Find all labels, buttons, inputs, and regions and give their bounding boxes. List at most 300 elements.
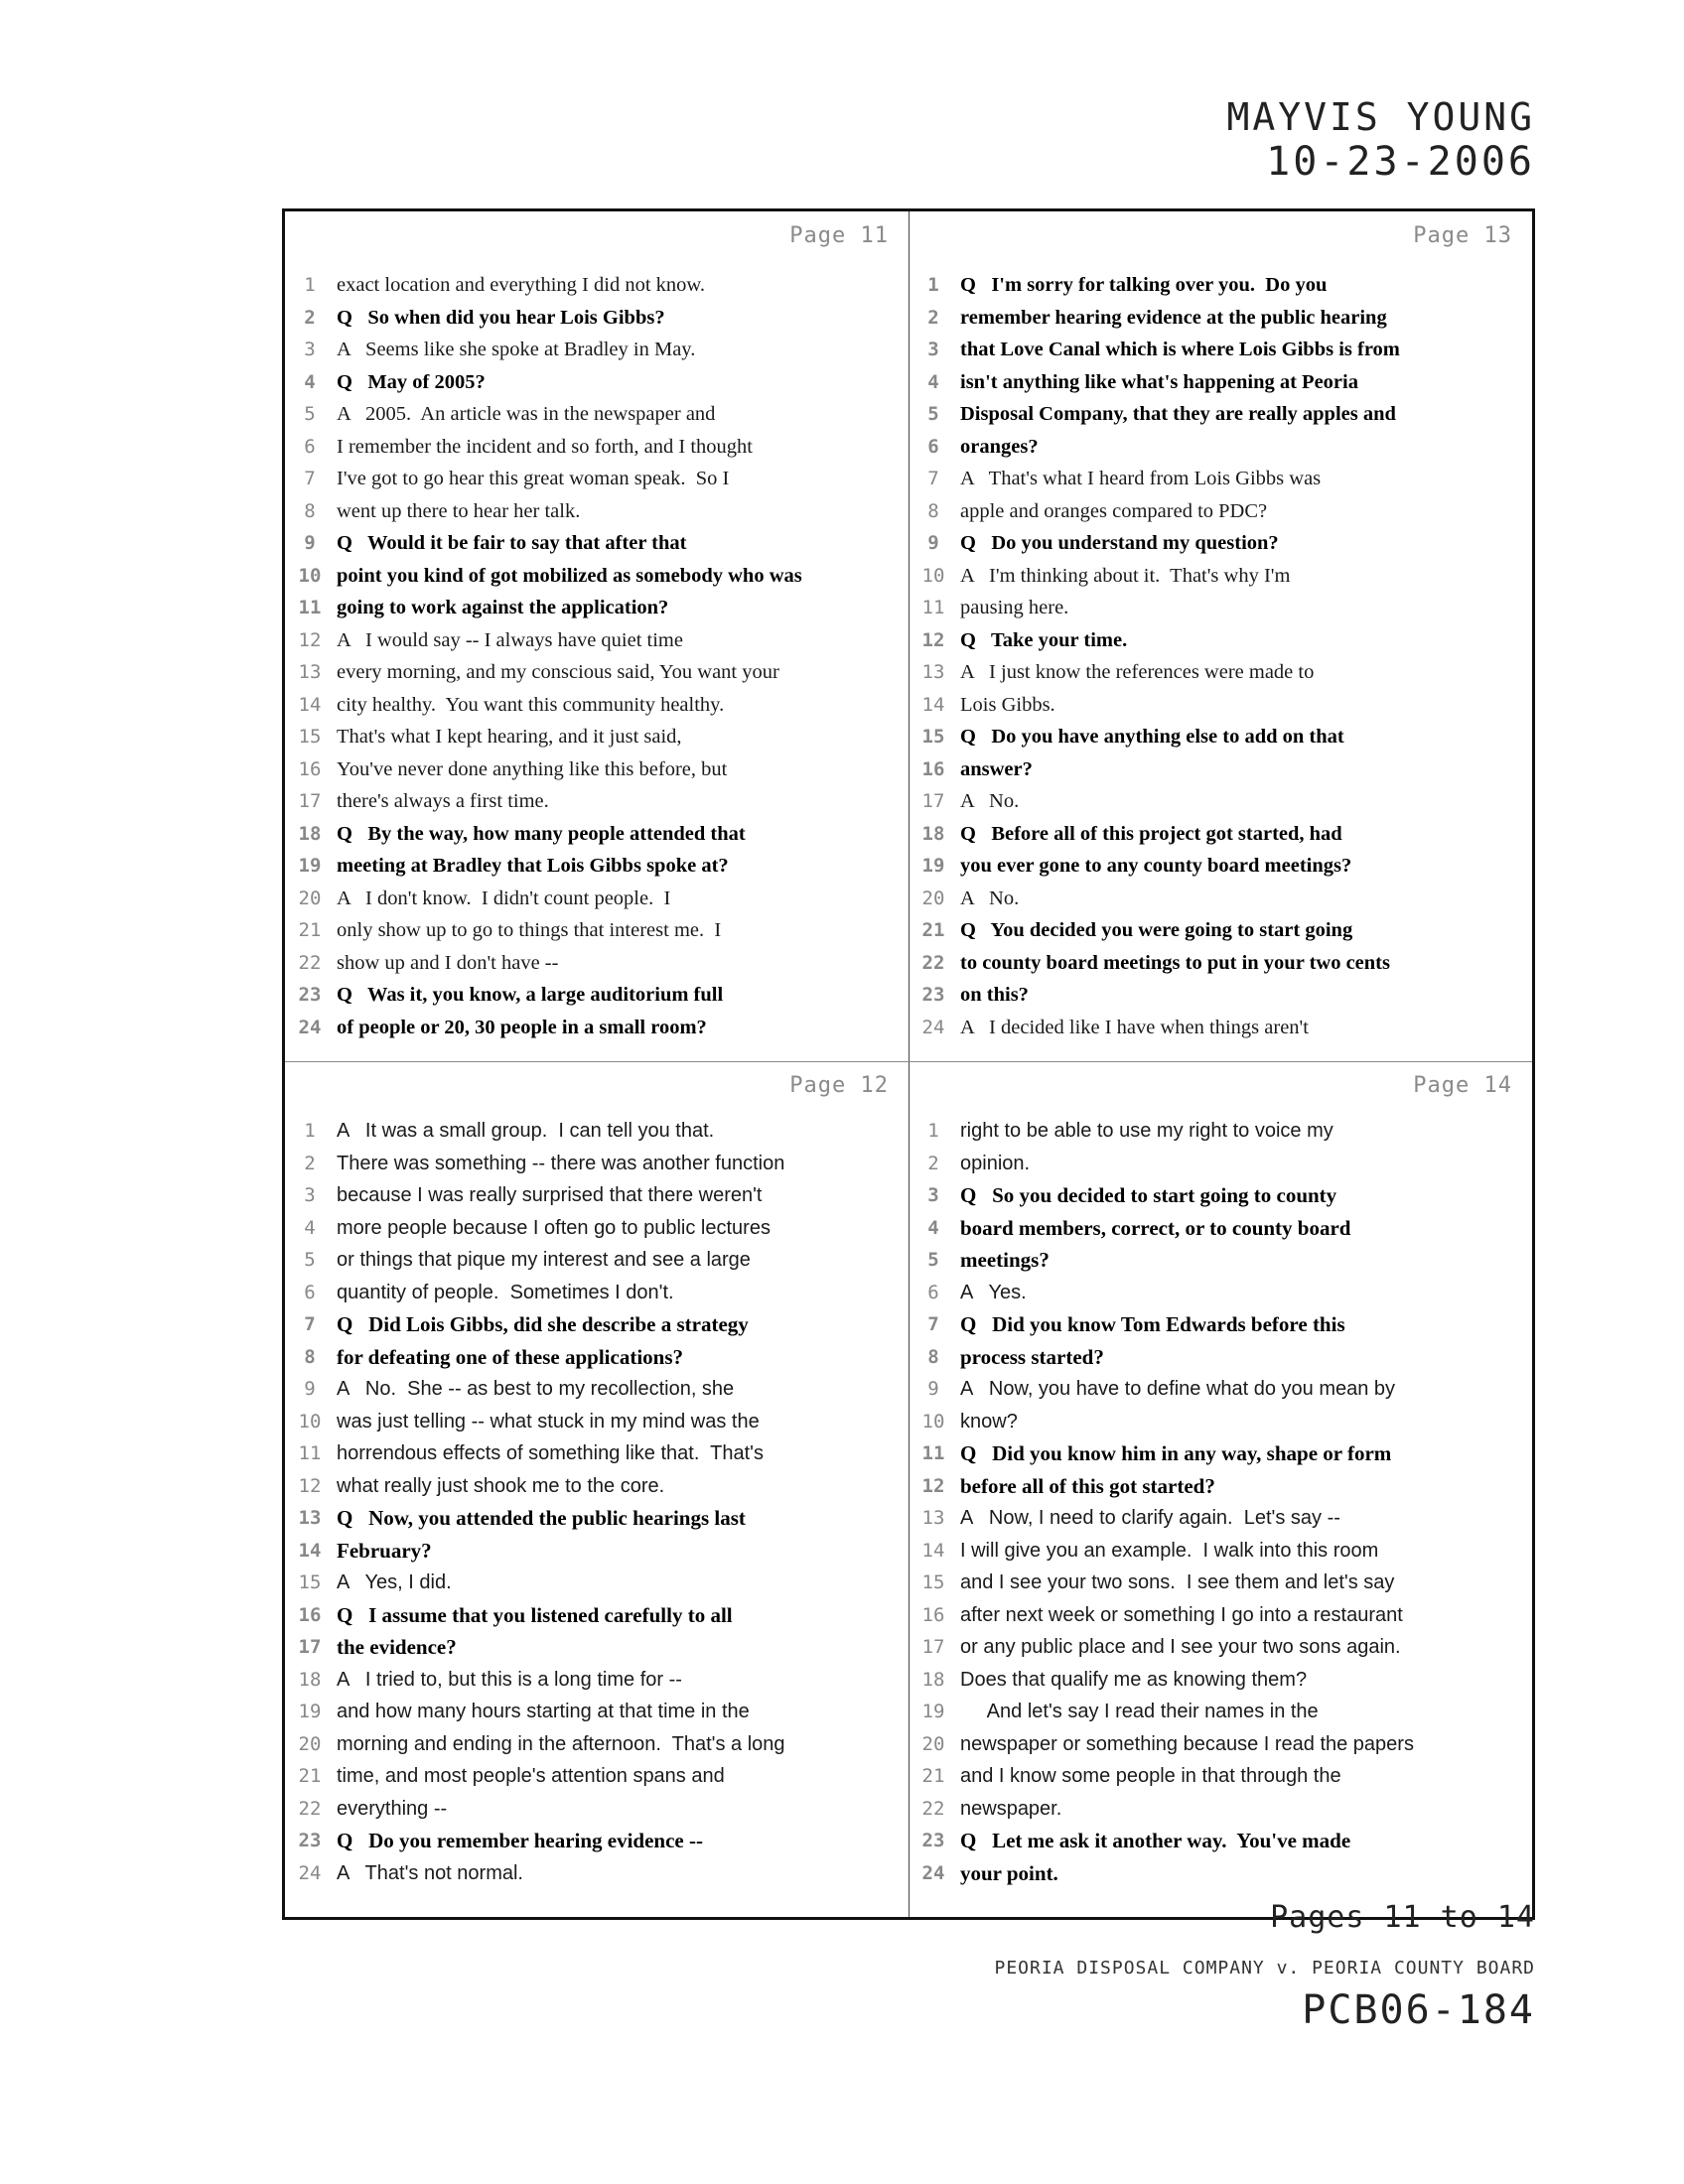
line-text: before all of this got started? — [960, 1473, 1215, 1498]
transcript-line — [912, 1631, 1528, 1664]
transcript-line — [912, 1012, 1528, 1044]
line-number: 15 — [921, 726, 945, 748]
line-text: show up and I don't have -- — [337, 951, 559, 974]
line-number: 17 — [921, 1636, 945, 1658]
line-text: Q You decided you were going to start going — [960, 919, 1353, 941]
line-text: A Yes. — [960, 1281, 1027, 1303]
line-text: February? — [337, 1538, 432, 1563]
line-text: right to be able to use my right to voice my — [960, 1120, 1333, 1142]
line-number: 2 — [304, 306, 316, 329]
line-number: 17 — [921, 790, 945, 812]
transcript-line — [912, 269, 1528, 302]
line-number: 21 — [921, 1765, 945, 1787]
line-text: meetings? — [960, 1248, 1050, 1272]
transcript-line — [289, 947, 905, 980]
line-number: 16 — [298, 757, 322, 780]
line-number: 12 — [921, 1474, 945, 1497]
transcript-line — [289, 1599, 905, 1632]
line-number: 10 — [921, 564, 945, 587]
line-text: and how many hours starting at that time in the — [337, 1701, 750, 1722]
page-13-panel — [912, 211, 1528, 1057]
line-text: I remember the incident and so forth, and I thought — [337, 435, 753, 458]
line-number: 8 — [304, 499, 316, 522]
transcript-line — [912, 1599, 1528, 1632]
line-text: morning and ending in the afternoon. That's a long — [337, 1732, 785, 1755]
line-text: or things that pique my interest and see a large — [337, 1249, 751, 1271]
transcript-line — [289, 495, 905, 528]
line-number: 24 — [298, 1861, 322, 1884]
transcript-line — [289, 592, 905, 624]
transcript-line — [912, 721, 1528, 753]
transcript-line — [289, 1793, 905, 1826]
line-number: 9 — [304, 532, 316, 554]
line-number: 10 — [298, 1410, 322, 1433]
transcript-line — [912, 1760, 1528, 1793]
line-number: 2 — [927, 1152, 939, 1174]
transcript-line — [289, 624, 905, 657]
transcript-line — [289, 883, 905, 915]
page-14-lines — [912, 1115, 1528, 1889]
transcript-line — [912, 1825, 1528, 1857]
transcript-line — [289, 656, 905, 689]
line-text: Q Let me ask it another way. You've made — [960, 1829, 1351, 1852]
transcript-line — [912, 1857, 1528, 1890]
transcript-line — [289, 1179, 905, 1212]
transcript-line — [912, 1728, 1528, 1761]
transcript-line — [289, 560, 905, 593]
page-12-lines — [289, 1115, 905, 1889]
line-text: A That's what I heard from Lois Gibbs was — [960, 468, 1322, 489]
transcript-line — [289, 1373, 905, 1406]
line-number: 3 — [927, 1184, 939, 1206]
line-text: There was something -- there was another function — [337, 1152, 785, 1174]
transcript-line — [289, 431, 905, 464]
line-text: your point. — [960, 1860, 1058, 1885]
line-number: 19 — [298, 855, 322, 877]
line-number: 1 — [927, 274, 939, 296]
line-text: I've got to go hear this great woman speak. So I — [337, 468, 730, 489]
transcript-line — [912, 1535, 1528, 1568]
line-text: you ever gone to any county board meetings? — [960, 855, 1352, 877]
transcript-line — [289, 1212, 905, 1245]
line-text: there's always a first time. — [337, 790, 549, 812]
line-number: 14 — [921, 1539, 945, 1562]
line-number: 18 — [921, 1668, 945, 1691]
line-text: Q Do you remember hearing evidence -- — [337, 1829, 703, 1852]
line-text: Q I assume that you listened carefully to all — [337, 1602, 733, 1627]
line-number: 2 — [304, 1152, 316, 1174]
transcript-line — [912, 1308, 1528, 1341]
line-text: A Yes, I did. — [337, 1571, 452, 1593]
transcript-line — [289, 1825, 905, 1857]
line-number: 19 — [298, 1701, 322, 1722]
page-12-panel — [289, 1063, 905, 1917]
line-number: 21 — [298, 919, 322, 941]
transcript-line — [289, 689, 905, 722]
line-number: 16 — [921, 757, 945, 780]
line-text: and I see your two sons. I see them and let's say — [960, 1571, 1395, 1593]
transcript-line — [289, 1857, 905, 1890]
transcript-line — [912, 527, 1528, 560]
transcript-line — [289, 1277, 905, 1309]
line-text: horrendous effects of something like that. That's — [337, 1442, 764, 1464]
transcript-line — [289, 785, 905, 818]
case-caption: PEORIA DISPOSAL COMPANY v. PEORIA COUNTY BOARD — [994, 1958, 1535, 1979]
line-text: for defeating one of these applications? — [337, 1344, 684, 1369]
transcript-line — [912, 1115, 1528, 1148]
transcript-line — [912, 1212, 1528, 1245]
line-text: A No. — [960, 887, 1020, 909]
line-text: Q So you decided to start going to county — [960, 1183, 1337, 1207]
line-number: 20 — [921, 887, 945, 909]
line-text: Q Now, you attended the public hearings last — [337, 1506, 746, 1530]
line-number: 24 — [921, 1016, 945, 1038]
line-number: 21 — [921, 919, 945, 941]
line-number: 23 — [298, 1830, 322, 1851]
line-text: A I'm thinking about it. That's why I'm — [960, 564, 1291, 587]
transcript-line — [289, 398, 905, 431]
transcript-line — [289, 302, 905, 335]
line-number: 4 — [304, 370, 316, 393]
line-text: apple and oranges compared to PDC? — [960, 499, 1268, 522]
line-text: was just telling -- what stuck in my mind was the — [337, 1410, 760, 1433]
transcript-line — [289, 1244, 905, 1277]
transcript-line — [289, 850, 905, 883]
line-text: because I was really surprised that there weren't — [337, 1184, 763, 1206]
line-number: 18 — [921, 822, 945, 845]
line-number: 10 — [298, 564, 322, 587]
transcript-line — [289, 1148, 905, 1180]
line-text: newspaper. — [960, 1797, 1062, 1820]
transcript-line — [289, 1728, 905, 1761]
transcript-line — [912, 495, 1528, 528]
line-number: 20 — [298, 1732, 322, 1755]
line-text: A It was a small group. I can tell you that. — [337, 1120, 715, 1142]
line-text: Q Do you understand my question? — [960, 532, 1279, 554]
line-text: after next week or something I go into a restaurant — [960, 1603, 1403, 1626]
line-number: 16 — [298, 1603, 322, 1626]
line-number: 1 — [304, 274, 316, 296]
transcript-line — [912, 883, 1528, 915]
line-number: 7 — [304, 468, 316, 489]
line-text: point you kind of got mobilized as somebody who was — [337, 564, 802, 587]
transcript-line — [912, 1502, 1528, 1535]
page-11-panel — [289, 211, 905, 1057]
line-text: Q Did Lois Gibbs, did she describe a strategy — [337, 1312, 749, 1336]
line-number: 22 — [921, 951, 945, 974]
transcript-line — [289, 1470, 905, 1503]
line-text: Q May of 2005? — [337, 370, 486, 393]
transcript-line — [289, 721, 905, 753]
line-text: Q Did you know him in any way, shape or form — [960, 1441, 1392, 1465]
line-number: 19 — [921, 1701, 945, 1722]
line-number: 2 — [927, 306, 939, 329]
line-text: more people because I often go to public lectures — [337, 1216, 771, 1239]
transcript-line — [289, 1115, 905, 1148]
line-number: 13 — [298, 661, 322, 683]
line-number: 14 — [921, 693, 945, 716]
line-number: 15 — [921, 1571, 945, 1593]
transcript-line — [912, 334, 1528, 366]
line-number: 5 — [304, 403, 316, 425]
line-number: 23 — [921, 984, 945, 1006]
line-number: 9 — [927, 1378, 939, 1400]
line-text: on this? — [960, 984, 1029, 1006]
line-number: 4 — [927, 1216, 939, 1239]
transcript-line — [289, 1502, 905, 1535]
transcript-line — [912, 463, 1528, 495]
line-text: Q By the way, how many people attended that — [337, 822, 746, 845]
line-number: 23 — [298, 984, 322, 1006]
line-text: process started? — [960, 1344, 1104, 1369]
line-number: 7 — [927, 1313, 939, 1335]
transcript-line — [912, 1341, 1528, 1374]
line-text: You've never done anything like this before, but — [337, 757, 728, 780]
transcript-line — [289, 818, 905, 851]
line-text: Does that qualify me as knowing them? — [960, 1668, 1308, 1691]
line-number: 24 — [298, 1016, 322, 1038]
transcript-line — [912, 753, 1528, 786]
line-number: 14 — [298, 693, 322, 716]
line-text: know? — [960, 1410, 1018, 1433]
transcript-line — [289, 1437, 905, 1470]
line-text: remember hearing evidence at the public hearing — [960, 306, 1387, 329]
transcript-line — [912, 947, 1528, 980]
line-number: 23 — [921, 1830, 945, 1851]
line-text: A Now, I need to clarify again. Let's say -- — [960, 1507, 1340, 1529]
line-text: and I know some people in that through the — [960, 1765, 1341, 1787]
transcript-line — [912, 431, 1528, 464]
line-number: 11 — [298, 1442, 322, 1464]
transcript-line — [912, 1696, 1528, 1728]
transcript-line — [912, 818, 1528, 851]
line-number: 10 — [921, 1410, 945, 1433]
line-text: oranges? — [960, 435, 1039, 458]
transcript-line — [289, 914, 905, 947]
line-number: 15 — [298, 726, 322, 748]
transcript-line — [912, 1373, 1528, 1406]
transcript-line — [912, 1244, 1528, 1277]
line-number: 8 — [927, 1345, 939, 1368]
line-number: 11 — [921, 597, 945, 618]
line-text: Q Was it, you know, a large auditorium full — [337, 984, 724, 1006]
line-number: 12 — [921, 628, 945, 651]
transcript-line — [912, 1179, 1528, 1212]
transcript-line — [912, 1567, 1528, 1599]
line-number: 1 — [304, 1120, 316, 1142]
transcript-line — [912, 656, 1528, 689]
line-text: meeting at Bradley that Lois Gibbs spoke at? — [337, 855, 729, 877]
line-number: 5 — [304, 1249, 316, 1271]
line-number: 13 — [921, 661, 945, 683]
transcript-line — [912, 592, 1528, 624]
line-number: 22 — [921, 1797, 945, 1820]
line-text: everything -- — [337, 1797, 448, 1820]
line-text: that Love Canal which is where Lois Gibbs is from — [960, 339, 1400, 360]
line-text: went up there to hear her talk. — [337, 499, 581, 522]
line-text: A I don't know. I didn't count people. I — [337, 887, 671, 909]
transcript-line — [912, 302, 1528, 335]
line-number: 14 — [298, 1539, 322, 1562]
line-number: 11 — [298, 597, 322, 618]
line-text: Q Did you know Tom Edwards before this — [960, 1312, 1345, 1336]
transcript-line — [912, 979, 1528, 1012]
line-text: A I decided like I have when things aren't — [960, 1016, 1309, 1038]
transcript-line — [289, 1535, 905, 1568]
transcript-line — [912, 1470, 1528, 1503]
transcript-line — [912, 366, 1528, 399]
line-text: A 2005. An article was in the newspaper and — [337, 403, 716, 425]
line-text: Disposal Company, that they are really apples and — [960, 403, 1396, 425]
line-text: Q Before all of this project got started, had — [960, 822, 1342, 845]
page-13-lines — [912, 269, 1528, 1043]
transcript-line — [289, 1341, 905, 1374]
line-number: 12 — [298, 628, 322, 651]
line-text: A I tried to, but this is a long time for -- — [337, 1668, 682, 1691]
line-text: of people or 20, 30 people in a small room? — [337, 1016, 707, 1038]
line-text: isn't anything like what's happening at Peoria — [960, 370, 1358, 393]
deposition-date: 10-23-2006 — [1266, 139, 1535, 185]
line-number: 16 — [921, 1603, 945, 1626]
line-number: 15 — [298, 1571, 322, 1593]
page-13-title: Page 13 — [1413, 223, 1512, 248]
line-text: A No. She -- as best to my recollection, she — [337, 1378, 735, 1400]
line-text: the evidence? — [337, 1635, 457, 1659]
line-number: 11 — [921, 1442, 945, 1464]
transcript-line — [912, 1277, 1528, 1309]
line-number: 18 — [298, 822, 322, 845]
transcript-line — [912, 1664, 1528, 1697]
line-number: 13 — [298, 1507, 322, 1529]
transcript-line — [289, 753, 905, 786]
column-divider — [909, 211, 910, 1917]
transcript-line — [912, 785, 1528, 818]
line-number: 13 — [921, 1507, 945, 1529]
line-number: 9 — [927, 532, 939, 554]
line-text: board members, correct, or to county board — [960, 1215, 1351, 1240]
line-text: Q I'm sorry for talking over you. Do you — [960, 274, 1328, 296]
line-text: every morning, and my conscious said, You want your — [337, 661, 779, 683]
transcript-line — [289, 1664, 905, 1697]
line-number: 1 — [927, 1120, 939, 1142]
line-text: what really just shook me to the core. — [337, 1474, 665, 1497]
line-number: 7 — [927, 468, 939, 489]
transcript-line — [912, 1148, 1528, 1180]
line-text: Q So when did you hear Lois Gibbs? — [337, 306, 665, 329]
line-text: exact location and everything I did not know. — [337, 274, 705, 296]
line-text: A That's not normal. — [337, 1861, 523, 1884]
line-number: 5 — [927, 403, 939, 425]
line-text: going to work against the application? — [337, 597, 669, 618]
line-number: 6 — [927, 1281, 939, 1303]
line-text: newspaper or something because I read the papers — [960, 1732, 1414, 1755]
line-number: 9 — [304, 1378, 316, 1400]
line-text: or any public place and I see your two sons again. — [960, 1636, 1401, 1658]
line-number: 6 — [927, 435, 939, 458]
transcript-line — [289, 1760, 905, 1793]
line-text: A I would say -- I always have quiet time — [337, 628, 683, 651]
line-number: 4 — [927, 370, 939, 393]
line-number: 20 — [298, 887, 322, 909]
line-text: Q Would it be fair to say that after that — [337, 532, 687, 554]
transcript-line — [912, 850, 1528, 883]
transcript-line — [912, 689, 1528, 722]
line-number: 18 — [298, 1668, 322, 1691]
line-number: 5 — [927, 1249, 939, 1271]
line-text: only show up to go to things that interest me. I — [337, 919, 722, 941]
line-text: time, and most people's attention spans and — [337, 1765, 725, 1787]
line-number: 22 — [298, 951, 322, 974]
page-11-lines — [289, 269, 905, 1043]
line-text: That's what I kept hearing, and it just said, — [337, 726, 682, 748]
line-number: 3 — [304, 1184, 316, 1206]
transcript-line — [289, 1567, 905, 1599]
line-number: 22 — [298, 1797, 322, 1820]
transcript-line — [289, 1308, 905, 1341]
line-text: A No. — [960, 790, 1020, 812]
transcript-line — [289, 269, 905, 302]
transcript-line — [289, 1696, 905, 1728]
line-text: city healthy. You want this community healthy. — [337, 693, 725, 716]
line-number: 24 — [921, 1861, 945, 1884]
witness-name: MAYVIS YOUNG — [1226, 95, 1535, 139]
transcript-line — [289, 463, 905, 495]
transcript-line — [289, 366, 905, 399]
line-text: to county board meetings to put in your two cents — [960, 951, 1390, 974]
line-text: quantity of people. Sometimes I don't. — [337, 1281, 674, 1303]
line-number: 8 — [304, 1345, 316, 1368]
page-14-panel — [912, 1063, 1528, 1917]
transcript-line — [289, 979, 905, 1012]
line-text: answer? — [960, 757, 1033, 780]
line-text: A Now, you have to define what do you mean by — [960, 1378, 1396, 1400]
transcript-line — [912, 398, 1528, 431]
line-number: 8 — [927, 499, 939, 522]
line-text: I will give you an example. I walk into this room — [960, 1539, 1379, 1562]
transcript-line — [912, 1793, 1528, 1826]
line-text: Q Do you have anything else to add on that — [960, 726, 1344, 748]
page-14-title: Page 14 — [1413, 1073, 1512, 1098]
pages-range: Pages 11 to 14 — [1270, 1900, 1535, 1935]
line-number: 3 — [304, 339, 316, 360]
line-text: opinion. — [960, 1152, 1031, 1174]
transcript-line — [912, 560, 1528, 593]
transcript-line — [912, 914, 1528, 947]
transcript-line — [289, 1012, 905, 1044]
transcript-line — [289, 1631, 905, 1664]
page-11-title: Page 11 — [789, 223, 889, 248]
line-number: 17 — [298, 790, 322, 812]
transcript-line — [289, 334, 905, 366]
line-text: Lois Gibbs. — [960, 693, 1055, 716]
line-number: 17 — [298, 1636, 322, 1658]
line-number: 3 — [927, 339, 939, 360]
line-text: pausing here. — [960, 597, 1069, 618]
transcript-line — [912, 1406, 1528, 1438]
transcript-line — [912, 624, 1528, 657]
line-number: 12 — [298, 1474, 322, 1497]
line-number: 7 — [304, 1313, 316, 1335]
case-number: PCB06-184 — [1302, 1987, 1535, 2033]
transcript-line — [912, 1437, 1528, 1470]
line-number: 4 — [304, 1216, 316, 1239]
row-divider — [285, 1061, 1532, 1062]
transcript-line — [289, 1406, 905, 1438]
page-12-title: Page 12 — [789, 1073, 889, 1098]
line-number: 20 — [921, 1732, 945, 1755]
line-number: 19 — [921, 855, 945, 877]
line-text: A I just know the references were made to — [960, 661, 1315, 683]
